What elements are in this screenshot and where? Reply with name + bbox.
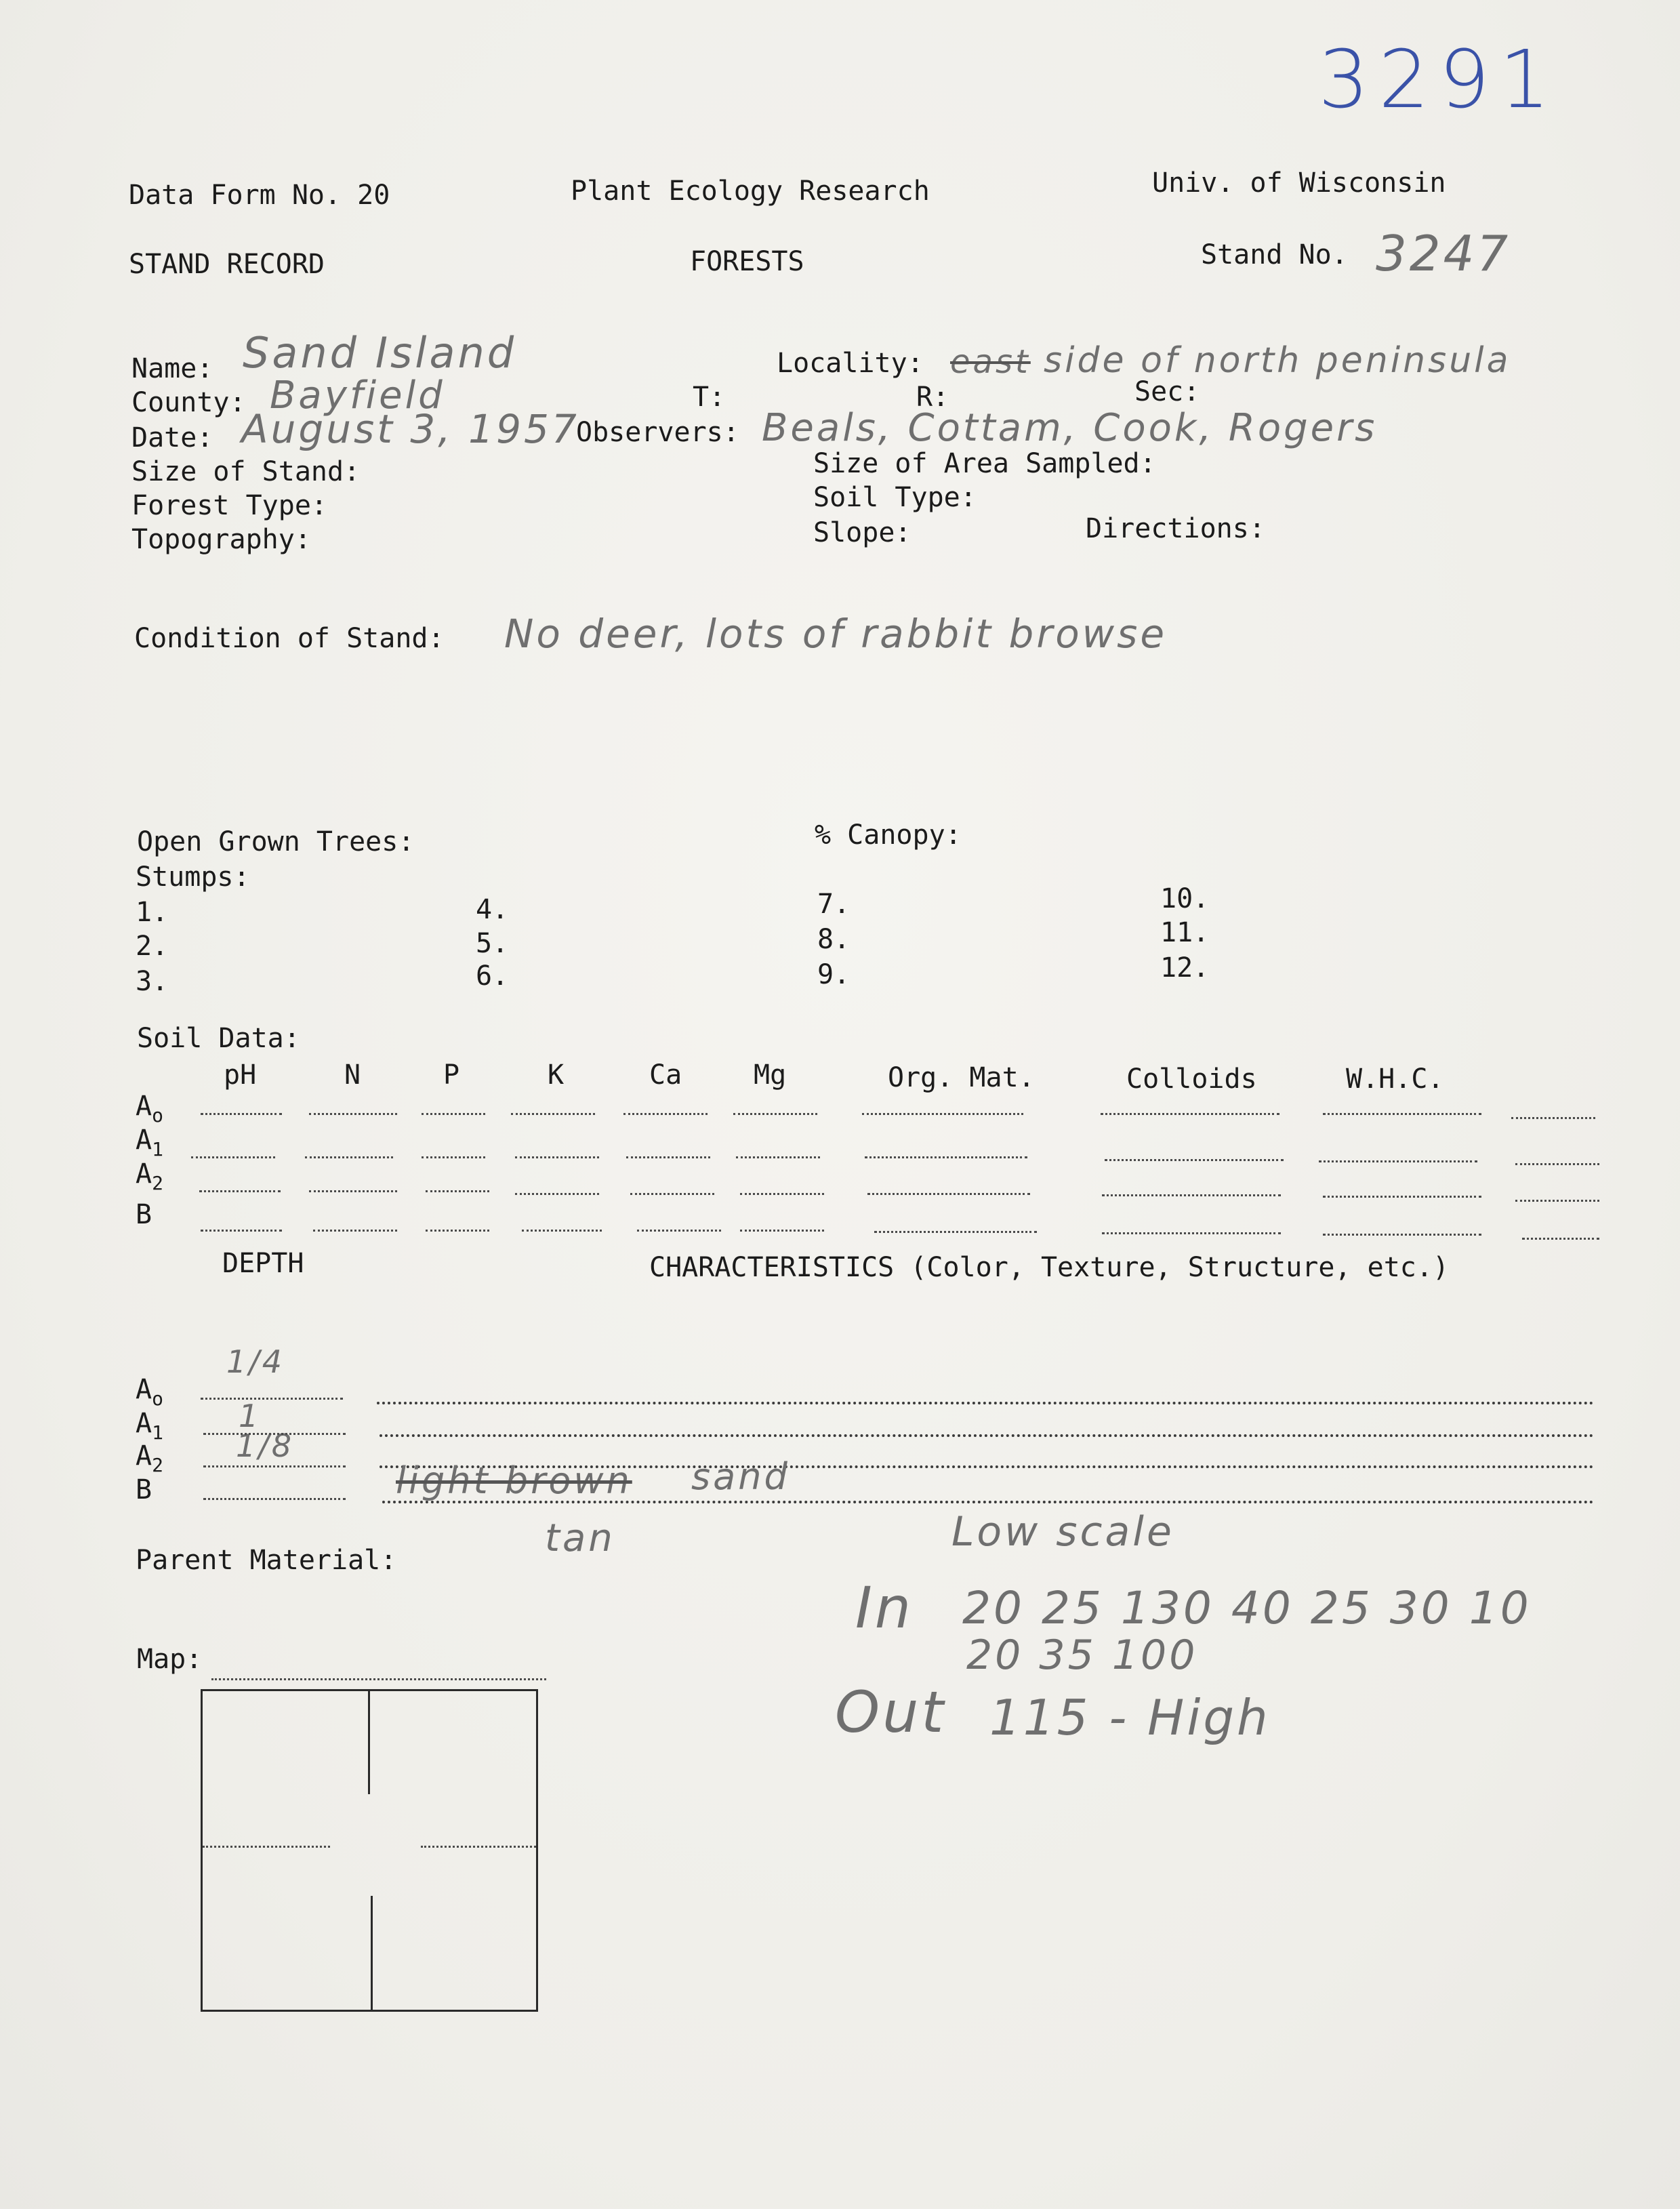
locality-struck: east xyxy=(950,343,1031,381)
record-type: STAND RECORD xyxy=(129,249,325,280)
category: FORESTS xyxy=(690,246,804,277)
canopy-label: % Canopy: xyxy=(815,819,962,851)
form-number: Data Form No. 20 xyxy=(129,180,390,211)
slope-label: Slope: xyxy=(813,517,911,548)
soil-data-label: Soil Data: xyxy=(137,1023,300,1054)
stump-number: 6. xyxy=(476,960,509,992)
stump-number: 12. xyxy=(1160,952,1210,984)
name-label: Name: xyxy=(131,353,213,384)
locality-label: Locality: xyxy=(777,348,924,379)
soil-col-header: Colloids xyxy=(1126,1063,1257,1095)
observers-value: Beals, Cottam, Cook, Rogers xyxy=(762,406,1378,450)
horizon-label: B xyxy=(136,1474,152,1505)
county-label: County: xyxy=(131,387,246,418)
note-low-scale: Low scale xyxy=(951,1508,1174,1556)
t-label: T: xyxy=(693,382,726,413)
size-stand-label: Size of Stand: xyxy=(131,456,361,487)
stamp-number: 3291 xyxy=(1318,33,1560,126)
stump-number: 2. xyxy=(136,931,169,962)
map-label: Map: xyxy=(137,1644,203,1675)
note-in-row2: 20 35 100 xyxy=(966,1632,1198,1679)
organization: Plant Ecology Research xyxy=(571,176,930,207)
depth-value-a1: 1 xyxy=(239,1398,262,1434)
date-value: August 3, 1957 xyxy=(241,406,579,452)
note-out-label: Out xyxy=(835,1679,947,1745)
soil-col-header: W.H.C. xyxy=(1346,1063,1444,1095)
map-grid xyxy=(201,1689,538,2012)
depth-header: DEPTH xyxy=(222,1248,304,1279)
county-value: Bayfield xyxy=(270,373,445,418)
stump-number: 8. xyxy=(817,924,851,955)
b-horizon-value: sand xyxy=(691,1455,790,1498)
horizon-label: $A_o$ xyxy=(136,1091,163,1127)
size-area-label: Size of Area Sampled: xyxy=(813,448,1156,479)
topography-label: Topography: xyxy=(131,524,311,555)
observers-label: Observers: xyxy=(576,417,739,448)
characteristics-header: CHARACTERISTICS (Color, Texture, Structure, etc.) xyxy=(649,1252,1450,1283)
b-horizon-struck: light brown xyxy=(396,1459,632,1502)
horizon-label: $A_2$ xyxy=(136,1440,163,1476)
soil-col-header: P xyxy=(443,1059,460,1091)
name-value: Sand Island xyxy=(243,328,517,378)
sec-label: Sec: xyxy=(1134,376,1200,407)
stump-number: 9. xyxy=(817,959,851,990)
stand-label: Stand No. xyxy=(1201,239,1348,270)
horizon-label: $A_2$ xyxy=(136,1158,163,1194)
r-label: R: xyxy=(916,382,949,413)
depth-value-a2: 1/8 xyxy=(236,1427,295,1464)
note-in-row1: 20 25 130 40 25 30 10 xyxy=(962,1582,1532,1634)
soil-col-header: Ca xyxy=(649,1059,682,1091)
note-in-label: In xyxy=(855,1575,914,1641)
parent-material-label: Parent Material: xyxy=(136,1545,397,1576)
condition-label: Condition of Stand: xyxy=(134,623,445,654)
stump-number: 4. xyxy=(476,894,509,925)
condition-value: No deer, lots of rabbit browse xyxy=(504,611,1168,657)
horizon-label: $A_1$ xyxy=(136,1408,163,1444)
soil-type-label: Soil Type: xyxy=(813,482,977,513)
note-out-value: 115 - High xyxy=(989,1689,1271,1746)
date-label: Date: xyxy=(131,422,213,453)
stump-number: 3. xyxy=(136,966,169,997)
soil-col-header: K xyxy=(548,1059,565,1091)
stumps-label: Stumps: xyxy=(136,862,250,893)
open-grown-label: Open Grown Trees: xyxy=(137,826,415,857)
horizon-label: B xyxy=(136,1199,152,1230)
stump-number: 7. xyxy=(817,889,851,920)
stump-number: 10. xyxy=(1160,883,1210,914)
locality-value: side of north peninsula xyxy=(1044,340,1511,381)
university: Univ. of Wisconsin xyxy=(1152,167,1446,199)
directions-label: Directions: xyxy=(1086,513,1265,544)
depth-value-a0: 1/4 xyxy=(226,1343,285,1380)
horizon-label: $A_1$ xyxy=(136,1124,163,1160)
stump-number: 11. xyxy=(1160,917,1210,948)
soil-col-header: N xyxy=(344,1059,361,1091)
horizon-label: $A_o$ xyxy=(136,1374,163,1410)
b-horizon-extra: tan xyxy=(545,1516,615,1560)
stump-number: 5. xyxy=(476,928,509,959)
stump-number: 1. xyxy=(136,897,169,928)
soil-col-header: pH xyxy=(224,1059,257,1091)
soil-col-header: Mg xyxy=(754,1059,787,1091)
map-top-line xyxy=(211,1678,546,1680)
soil-col-header: Org. Mat. xyxy=(888,1062,1035,1093)
forest-type-label: Forest Type: xyxy=(131,490,327,521)
stand-value: 3247 xyxy=(1376,225,1511,282)
